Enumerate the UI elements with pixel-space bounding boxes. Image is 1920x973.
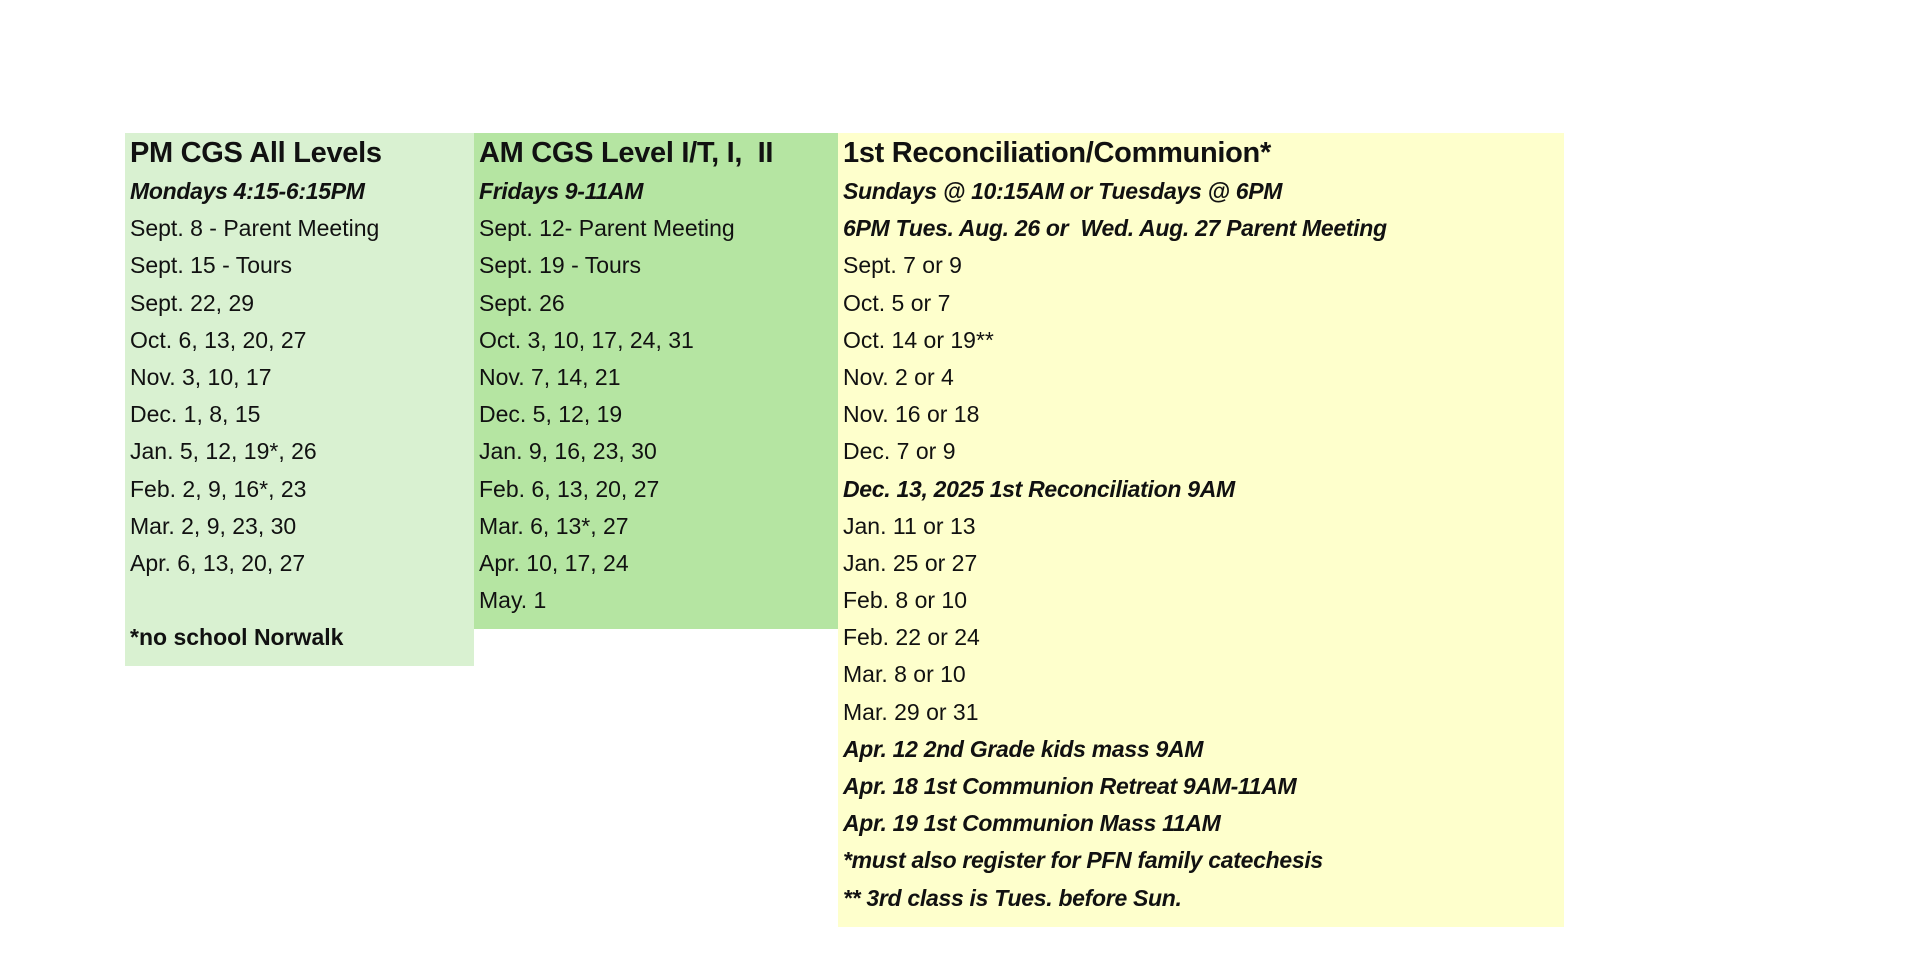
am-cgs-title: AM CGS Level I/T, I, II	[479, 137, 774, 169]
reconciliation-note: ** 3rd class is Tues. before Sun.	[843, 884, 1182, 911]
communion-event: Apr. 19 1st Communion Mass 11AM	[843, 810, 1221, 837]
communion-event: Apr. 12 2nd Grade kids mass 9AM	[843, 735, 1204, 762]
reconciliation-date: Jan. 25 or 27	[843, 549, 978, 576]
pm-cgs-date: Mar. 2, 9, 23, 30	[130, 512, 297, 539]
reconciliation-date: Mar. 29 or 31	[843, 698, 979, 725]
reconciliation-date: Sept. 7 or 9	[843, 252, 962, 279]
communion-event: Apr. 18 1st Communion Retreat 9AM-11AM	[843, 773, 1297, 799]
reconciliation-date: Nov. 2 or 4	[843, 363, 954, 390]
am-cgs-date: Jan. 9, 16, 23, 30	[479, 438, 657, 465]
am-cgs-date: Oct. 3, 10, 17, 24, 31	[479, 326, 694, 353]
reconciliation-date: Jan. 11 or 13	[843, 512, 976, 539]
reconciliation-date: Dec. 7 or 9	[843, 438, 956, 465]
pm-cgs-date: Nov. 3, 10, 17	[130, 363, 272, 390]
reconciliation-column	[838, 133, 1564, 927]
am-cgs-column	[474, 133, 838, 629]
pm-cgs-date: Sept. 15 - Tours	[130, 252, 292, 279]
am-cgs-date: May. 1	[479, 587, 547, 614]
reconciliation-date: Oct. 5 or 7	[843, 289, 951, 316]
am-cgs-date: Apr. 10, 17, 24	[479, 549, 629, 576]
pm-cgs-note: *no school Norwalk	[130, 624, 344, 651]
pm-cgs-date: Sept. 8 - Parent Meeting	[130, 215, 380, 242]
am-cgs-date: Nov. 7, 14, 21	[479, 363, 621, 390]
am-cgs-date: Feb. 6, 13, 20, 27	[479, 475, 660, 502]
am-cgs-date: Sept. 12- Parent Meeting	[479, 215, 735, 242]
am-cgs-schedule: Fridays 9-11AM	[479, 178, 644, 204]
am-cgs-date: Mar. 6, 13*, 27	[479, 512, 629, 539]
am-cgs-date: Sept. 26	[479, 289, 565, 316]
pm-cgs-date: Apr. 6, 13, 20, 27	[130, 549, 306, 576]
reconciliation-note: *must also register for PFN family catechesis	[843, 847, 1323, 874]
pm-cgs-date: Sept. 22, 29	[130, 289, 255, 316]
reconciliation-title: 1st Reconciliation/Communion*	[843, 137, 1271, 169]
pm-cgs-date: Dec. 1, 8, 15	[130, 401, 261, 428]
am-cgs-date: Sept. 19 - Tours	[479, 252, 641, 279]
pm-cgs-spacer	[130, 582, 474, 619]
pm-cgs-schedule: Mondays 4:15-6:15PM	[130, 178, 365, 204]
reconciliation-schedule: Sundays @ 10:15AM or Tuesdays @ 6PM	[843, 178, 1283, 204]
pm-cgs-date: Feb. 2, 9, 16*, 23	[130, 475, 307, 502]
reconciliation-date: Nov. 16 or 18	[843, 401, 980, 428]
am-cgs-date: Dec. 5, 12, 19	[479, 401, 623, 428]
reconciliation-date: Feb. 8 or 10	[843, 587, 968, 614]
reconciliation-date: Feb. 22 or 24	[843, 624, 980, 651]
reconciliation-date: Oct. 14 or 19**	[843, 326, 994, 353]
pm-cgs-title: PM CGS All Levels	[130, 137, 382, 169]
reconciliation-parent-meeting: 6PM Tues. Aug. 26 or Wed. Aug. 27 Parent Meeting	[843, 215, 1387, 242]
first-reconciliation-event: Dec. 13, 2025 1st Reconciliation 9AM	[843, 475, 1235, 502]
pm-cgs-date: Oct. 6, 13, 20, 27	[130, 326, 307, 353]
pm-cgs-date: Jan. 5, 12, 19*, 26	[130, 438, 317, 465]
pm-cgs-column	[125, 133, 474, 666]
reconciliation-date: Mar. 8 or 10	[843, 661, 966, 688]
